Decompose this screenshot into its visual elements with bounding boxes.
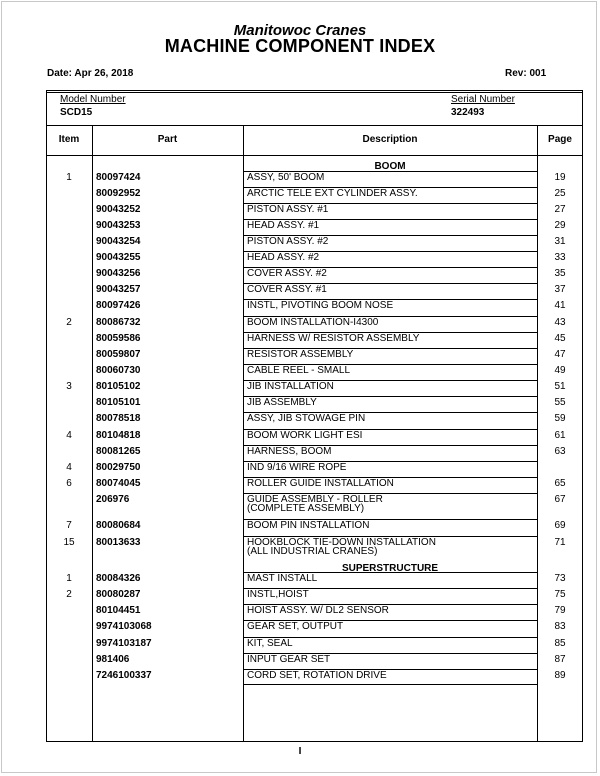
row-item-number: 7 [66, 520, 72, 531]
row-description: BOOM WORK LIGHT ESI [247, 430, 363, 441]
row-page-number: 31 [554, 236, 566, 247]
row-item-number: 4 [66, 462, 72, 473]
row-page-number: 87 [554, 654, 566, 665]
row-description: JIB INSTALLATION [247, 381, 334, 392]
row-part-number: 80074045 [96, 478, 141, 489]
model-number-value: SCD15 [60, 107, 93, 118]
serial-number-value: 322493 [451, 107, 485, 118]
row-page-number: 75 [554, 589, 566, 600]
row-part-number: 80097424 [96, 172, 141, 183]
row-page-number: 71 [554, 537, 566, 548]
row-part-number: 80105101 [96, 397, 141, 408]
row-description: CORD SET, ROTATION DRIVE [247, 670, 387, 681]
row-description: RESISTOR ASSEMBLY [247, 349, 354, 360]
row-description: JIB ASSEMBLY [247, 397, 317, 408]
row-description: INPUT GEAR SET [247, 654, 331, 665]
row-part-number: 80105102 [96, 381, 141, 392]
row-part-number: 90043255 [96, 252, 141, 263]
row-page-number: 35 [554, 268, 566, 279]
row-page-number: 89 [554, 670, 566, 681]
row-part-number: 80060730 [96, 365, 141, 376]
row-page-number: 55 [554, 397, 566, 408]
row-page-number: 61 [554, 430, 566, 441]
row-part-number: 80059807 [96, 349, 141, 360]
row-part-number: 80104451 [96, 605, 141, 616]
row-page-number: 29 [554, 220, 566, 231]
row-item-number: 1 [66, 573, 72, 584]
row-page-number: 19 [554, 172, 566, 183]
row-part-number: 80084326 [96, 573, 141, 584]
row-item-number: 1 [66, 172, 72, 183]
row-page-number: 65 [554, 478, 566, 489]
row-page-number: 27 [554, 204, 566, 215]
row-part-number: 80097426 [96, 300, 141, 311]
row-part-number: 90043253 [96, 220, 141, 231]
row-description: PISTON ASSY. #2 [247, 236, 329, 247]
row-part-number: 80029750 [96, 462, 141, 473]
row-description: IND 9/16 WIRE ROPE [247, 462, 347, 473]
row-page-number: 51 [554, 381, 566, 392]
row-page-number: 25 [554, 188, 566, 199]
row-description: ROLLER GUIDE INSTALLATION [247, 478, 394, 489]
row-description: MAST INSTALL [247, 573, 318, 584]
row-description: BOOM INSTALLATION-I4300 [247, 317, 379, 328]
row-part-number: 80086732 [96, 317, 141, 328]
row-description: HOOKBLOCK TIE-DOWN INSTALLATION [247, 537, 436, 548]
row-description: HARNESS, BOOM [247, 446, 332, 457]
section-heading-boom: BOOM [374, 161, 406, 172]
row-part-number: 80081265 [96, 446, 141, 457]
row-part-number: 9974103187 [96, 638, 152, 649]
row-page-number: 43 [554, 317, 566, 328]
row-page-number: 73 [554, 573, 566, 584]
row-description: ARCTIC TELE EXT CYLINDER ASSY. [247, 188, 418, 199]
row-part-number: 80092952 [96, 188, 141, 199]
row-part-number: 981406 [96, 654, 130, 665]
row-description: ASSY, JIB STOWAGE PIN [247, 413, 366, 424]
row-description: HEAD ASSY. #2 [247, 252, 320, 263]
row-page-number: 79 [554, 605, 566, 616]
row-description: COVER ASSY. #1 [247, 284, 327, 295]
row-part-number: 90043257 [96, 284, 141, 295]
column-header-description: Description [362, 134, 418, 145]
model-number-label: Model Number [60, 94, 126, 105]
row-part-number: 90043256 [96, 268, 141, 279]
row-page-number: 45 [554, 333, 566, 344]
row-description: GEAR SET, OUTPUT [247, 621, 344, 632]
company-name: Manitowoc Cranes [233, 22, 367, 39]
row-page-number: 83 [554, 621, 566, 632]
column-header-item: Item [58, 134, 80, 145]
column-header-page: Page [548, 134, 572, 145]
row-part-number: 90043254 [96, 236, 141, 247]
row-page-number: 69 [554, 520, 566, 531]
row-description: GUIDE ASSEMBLY - ROLLER [247, 494, 383, 505]
serial-number-label: Serial Number [451, 94, 515, 105]
row-description: HOIST ASSY. W/ DL2 SENSOR [247, 605, 389, 616]
row-description: BOOM PIN INSTALLATION [247, 520, 370, 531]
table-top-double-line [46, 92, 583, 93]
row-item-number: 15 [63, 537, 75, 548]
document-revision: Rev: 001 [505, 68, 547, 79]
row-page-number: 49 [554, 365, 566, 376]
document-title: MACHINE COMPONENT INDEX [164, 36, 436, 56]
row-part-number: 80104818 [96, 430, 141, 441]
row-part-number: 80013633 [96, 537, 141, 548]
row-description: ASSY, 50' BOOM [247, 172, 325, 183]
row-page-number: 67 [554, 494, 566, 505]
row-page-number: 37 [554, 284, 566, 295]
header-divider-top [46, 125, 583, 126]
row-item-number: 6 [66, 478, 72, 489]
column-divider-item [92, 125, 93, 742]
row-page-number: 33 [554, 252, 566, 263]
row-page-number: 41 [554, 300, 566, 311]
row-description: INSTL, PIVOTING BOOM NOSE [247, 300, 394, 311]
row-part-number: 7246100337 [96, 670, 152, 681]
row-part-number: 206976 [96, 494, 130, 505]
row-description: INSTL,HOIST [247, 589, 309, 600]
row-description: CABLE REEL - SMALL [247, 365, 351, 376]
section-heading-superstructure: SUPERSTRUCTURE [341, 563, 439, 574]
row-part-number: 80080684 [96, 520, 141, 531]
row-item-number: 2 [66, 317, 72, 328]
row-description-divider [243, 684, 537, 685]
document-date: Date: Apr 26, 2018 [47, 68, 134, 79]
header-divider-bottom [46, 155, 583, 156]
row-description: HEAD ASSY. #1 [247, 220, 320, 231]
row-part-number: 9974103068 [96, 621, 152, 632]
column-header-part: Part [157, 134, 178, 145]
row-page-number: 59 [554, 413, 566, 424]
row-description: (ALL INDUSTRIAL CRANES) [247, 546, 378, 557]
row-part-number: 80080287 [96, 589, 141, 600]
row-description: KIT, SEAL [247, 638, 293, 649]
row-description: (COMPLETE ASSEMBLY) [247, 503, 365, 514]
column-divider-part [243, 125, 244, 742]
row-item-number: 4 [66, 430, 72, 441]
row-part-number: 90043252 [96, 204, 141, 215]
page-number: I [298, 746, 302, 757]
row-item-number: 3 [66, 381, 72, 392]
row-part-number: 80059586 [96, 333, 141, 344]
row-description: PISTON ASSY. #1 [247, 204, 329, 215]
row-page-number: 47 [554, 349, 566, 360]
row-part-number: 80078518 [96, 413, 141, 424]
row-page-number: 85 [554, 638, 566, 649]
row-description: HARNESS W/ RESISTOR ASSEMBLY [247, 333, 420, 344]
row-page-number: 63 [554, 446, 566, 457]
row-item-number: 2 [66, 589, 72, 600]
row-description: COVER ASSY. #2 [247, 268, 327, 279]
